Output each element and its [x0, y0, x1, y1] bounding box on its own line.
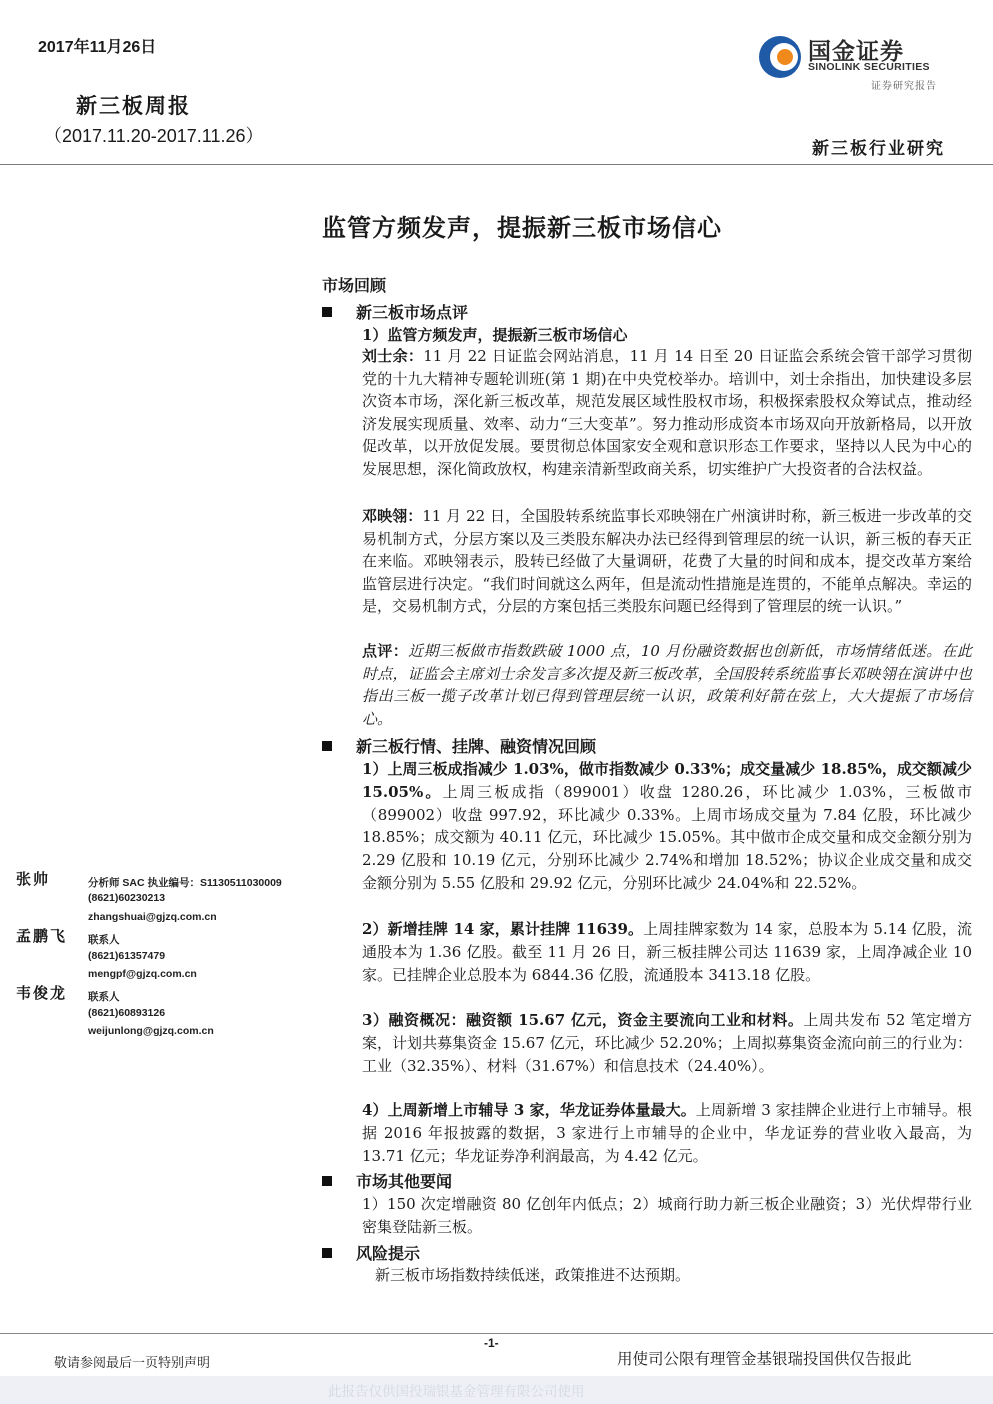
analyst-name: 张帅	[16, 870, 51, 888]
footer-divider	[0, 1333, 993, 1334]
footer-disclaimer: 敬请参阅最后一页特别声明	[54, 1356, 211, 1371]
item-index-performance	[362, 758, 972, 895]
sinolink-logo	[756, 30, 956, 95]
analyst-name: 孟鹏飞	[16, 927, 68, 945]
analyst-name: 韦俊龙	[16, 984, 68, 1002]
item-text: 上周挂牌家数为 14 家，总股本为 5.14 亿股，流通股本为 1.36 亿股。截至 11 月 26 日，新三板挂牌公司达 11639 家，上周净减企业 10 家。已挂牌企业总股本为 6844.36 亿股，流通股本 3413.18 亿股。	[362, 920, 972, 984]
footer-watermark: 此报告仅供国投瑞银基金管理有限公司使用	[328, 1384, 585, 1400]
analyst-role: 联系人	[88, 934, 120, 946]
paragraph-text: 11 月 22 日证监会网站消息，11 月 14 日至 20 日证监会系统会管干部学习贯彻党的十九大精神专题轮训班(第 1 期)在中央党校举办。培训中，刘士余指出，加快建设多层次资本市场，深化新三板改革，规范发展区域性股权市场，积极探索股权众筹试点，推动经济发展实现质量、效率、动力“三大变革”。努力推动形成资本市场双向开放新格局，以开放促改革，以开放促发展。要贯彻总体国家安全观和意识形态工作要求，坚持以人民为中心的发展思想，深化简政放权，构建亲清新型政商关系，切实维护广大投资者的合法权益。	[362, 347, 972, 478]
item-financing	[362, 1009, 972, 1077]
paragraph-label: 点评：	[362, 642, 409, 660]
bullet-risk	[322, 1241, 420, 1264]
analyst-email: zhangshuai@gjzq.com.cn	[88, 911, 217, 923]
paragraph-label: 邓映翎：	[362, 507, 423, 525]
report-period: （2017.11.20-2017.11.26）	[44, 126, 264, 146]
risk-text: 新三板市场指数持续低迷，政策推进不达预期。	[375, 1266, 691, 1284]
bullet-market-data	[322, 734, 596, 757]
commentary-title: 新三板市场点评	[356, 303, 469, 322]
bullet-square-icon	[322, 1248, 332, 1258]
paragraph-text: 11 月 22 日，全国股转系统监事长邓映翎在广州演讲时称，新三板进一步改革的交易机制方式，分层方案以及三类股东解决办法已经得到管理层的统一认识，新三板的春天正在来临。邓映翎表示，股转已经做了大量调研，花费了大量的时间和成本，提交改革方案给监管层进行决定。“我们时间就这么两年，但是流动性措施是连贯的，不能单点解决。幸运的是，交易机制方式，分层的方案包括三类股东问题已经得到了管理层的统一认识。”	[362, 507, 972, 616]
paragraph-deng-yingling	[362, 505, 972, 618]
paragraph-comment	[362, 640, 972, 730]
logo-subtitle: 证券研究报告	[871, 81, 937, 92]
paragraph-text: 近期三板做市指数跌破 1000 点，10 月份融资数据也创新低，市场情绪低迷。在此时点，证监会主席刘士余发言多次提及新三板改革，全国股转系统监事长邓映翎在演讲中也指出三板一揽子改革计划已得到管理层统一认识，政策利好箭在弦上，大大提振了市场信心。	[362, 642, 972, 728]
bullet-square-icon	[322, 307, 332, 317]
other-news-title: 市场其他要闻	[356, 1172, 453, 1191]
headline: 监管方频发声，提振新三板市场信心	[322, 213, 722, 242]
bullet-other-news	[322, 1169, 452, 1192]
report-date: 2017年11月26日	[38, 39, 157, 56]
logo-english-text: SINOLINK SECURITIES	[808, 61, 930, 73]
market-data-title: 新三板行情、挂牌、融资情况回顾	[356, 737, 597, 756]
analyst-phone: (8621)60893126	[88, 1007, 166, 1019]
section-market-review: 市场回顾	[322, 276, 387, 295]
item-listings	[362, 918, 972, 986]
analyst-email: weijunlong@gjzq.com.cn	[88, 1025, 214, 1037]
item-lead: 4）上周新增上市辅导 3 家，华龙证券体量最大。	[362, 1101, 696, 1119]
bullet-square-icon	[322, 741, 332, 751]
paragraph-liu-shiyu	[362, 345, 972, 481]
analyst-role: 联系人	[88, 991, 120, 1003]
item-lead: 2）新增挂牌 14 家，累计挂牌 11639。	[362, 920, 644, 938]
item-text: 上周共发布 52 笔定增方案，计划共募集资金 15.67 亿元，环比减少 52.20%；上周拟募集资金流向前三的行业为：工业（32.35%）、材料（31.67%）和信息技术（24.40%）。	[362, 1011, 973, 1075]
item-text: 上周三板成指（899001）收盘 1280.26，环比减少 1.03%，三板做市（899002）收盘 997.92，环比减少 0.33%。上周市场成交量为 7.84 亿股，环比减少 18.85%；成交额为 40.11 亿元，环比减少 15.05%。其中做市企成交量和成交金额分别为 2.29 亿股和 10.19 亿元，分别环比减少 2.74%和增加 18.52%；协议企业成交量和成交金额分别为 5.55 亿股和 29.92 亿元，分别环比减少 24.04%和 22.52%。	[362, 782, 972, 892]
report-series-title: 新三板周报	[76, 93, 191, 118]
page-number: -1-	[484, 1336, 499, 1350]
item-text: 上周新增 3 家挂牌企业进行上市辅导。根据 2016 年报披露的数据，3 家进行上市辅导的企业中，华龙证券的营业收入最高，为 13.71 亿元；华龙证券净利润最高，为 4.42 亿元。	[362, 1101, 972, 1165]
item-lead: 3）融资概况：融资额 15.67 亿元，资金主要流向工业和材料。	[362, 1011, 804, 1029]
bullet-square-icon	[322, 1176, 332, 1186]
risk-title: 风险提示	[356, 1244, 421, 1263]
header-divider	[0, 164, 993, 165]
item-lead: 1）上周三板成指减少 1.03%，做市指数减少 0.33%；成交量减少 18.85%，成交额减少 15.05%。	[362, 760, 972, 801]
sinolink-logo-icon	[756, 32, 806, 82]
analyst-phone: (8621)60230213	[88, 892, 166, 904]
footer-right-note: 用使司公限有理管金基银瑞投国供仅告报此	[617, 1350, 912, 1368]
paragraph-label: 刘士余：	[362, 347, 424, 365]
commentary-subtitle: 1）监管方频发声，提振新三板市场信心	[362, 326, 628, 344]
analyst-sac-id: 分析师 SAC 执业编号：S1130511030009	[88, 877, 282, 889]
report-category: 新三板行业研究	[812, 139, 945, 159]
analyst-phone: (8621)61357479	[88, 950, 166, 962]
logo-chinese-text: 国金证券	[808, 39, 904, 65]
other-news-text: 1）150 次定增融资 80 亿创年内低点；2）城商行助力新三板企业融资；3）光伏焊带行业密集登陆新三板。	[362, 1195, 972, 1236]
item-ipo-tutoring	[362, 1099, 972, 1167]
bullet-commentary	[322, 300, 468, 323]
analyst-email: mengpf@gjzq.com.cn	[88, 968, 197, 980]
